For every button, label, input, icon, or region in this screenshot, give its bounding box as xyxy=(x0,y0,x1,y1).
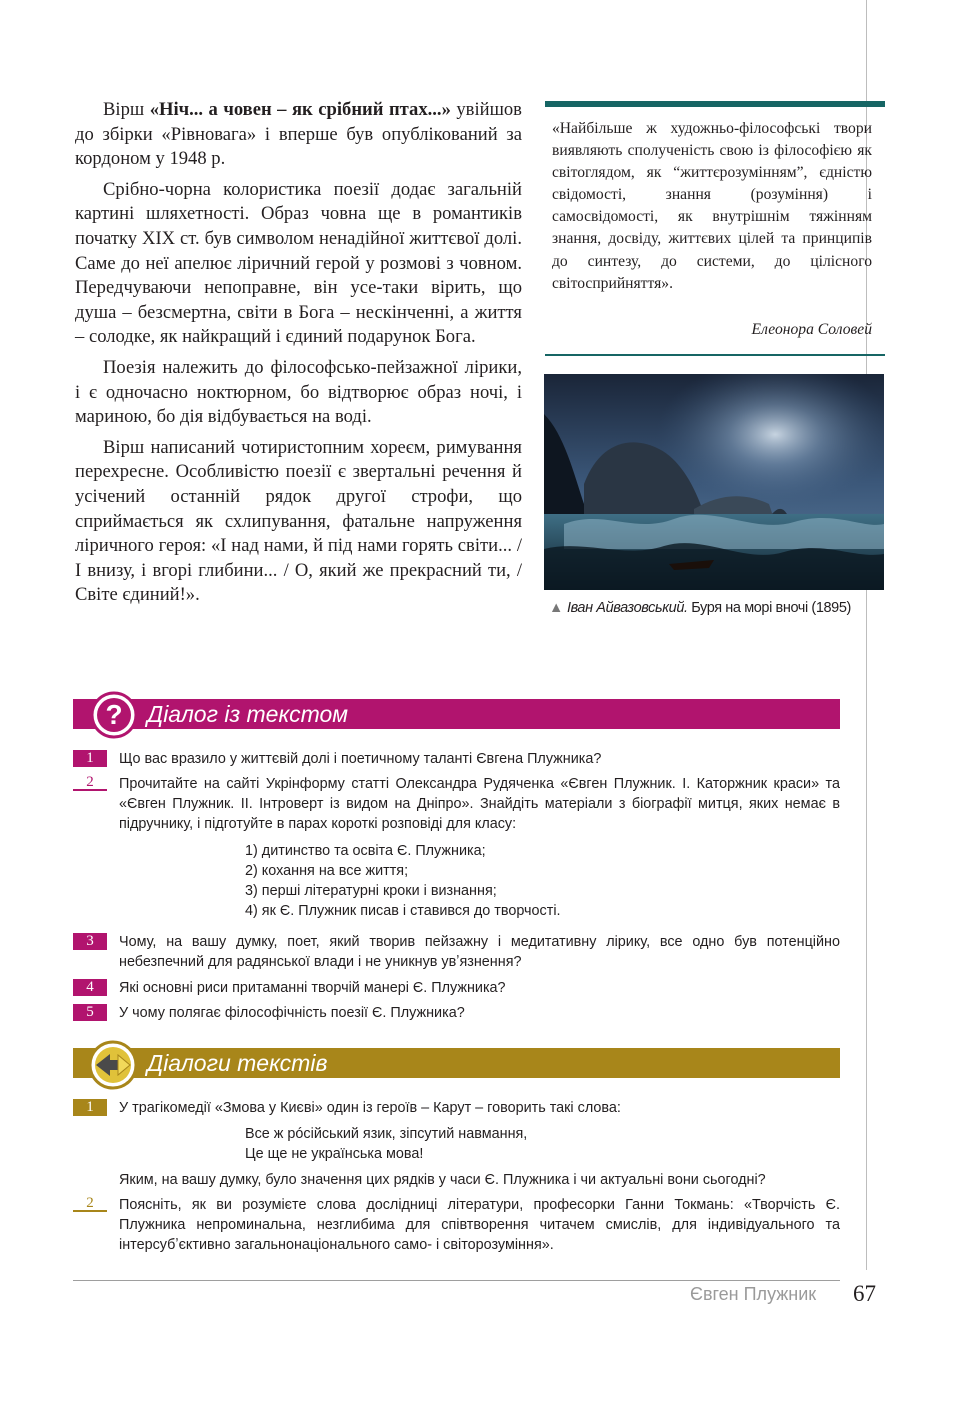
question-3-number: 3 xyxy=(73,933,107,950)
running-footer-title: Євген Плужник xyxy=(690,1284,817,1304)
question-mark-icon xyxy=(90,691,138,739)
paragraph-2: Срібно-чорна колористика поезії додає загальній картині шляхетності. Образ човна ще в романтиків початку XIX ст. був символом ненадійної життєвої долі. Саме до неї апелює ліричний герой у розмові з човном. Передчуваючи непоправне, він усе-таки вірить, що душа – безсмертна, світи в Бога – нескінченні, а життя – солодке, як найкращий і єдиний подарунок Бога. xyxy=(75,178,522,348)
svg-text:?: ? xyxy=(105,699,123,730)
footer-rule xyxy=(73,1280,840,1281)
question-2-number: 2 xyxy=(73,774,107,791)
p1-prefix: Вірш xyxy=(103,99,150,120)
verse-line-1: Все ж рóсійський язик, зіпсутий навмання, xyxy=(245,1126,528,1142)
section-dialogues-title: Діалоги текстів xyxy=(147,1050,328,1076)
paragraph-1 xyxy=(75,98,522,172)
question-5-number: 5 xyxy=(73,1004,107,1021)
paragraph-4: Вірш написаний чотиристопним хореєм, римування перехресне. Особливістю поезії є звертальні речення й усічений останній рядок другої строфи, що сприймається як схлипування, фатальне напруження ліричного героя: «І над нами, й під нами горять світи... / І внизу, і вгорі глибини... / О, який же прекрасний ти, / Світе єдиний!». xyxy=(75,436,522,606)
question-5-text: У чому полягає філософічність поезії Є. Плужника? xyxy=(119,1005,465,1021)
section-dialogue-title: Діалог із текстом xyxy=(147,701,349,727)
caption-triangle-icon: ▲ xyxy=(549,600,563,616)
question-3-text: Чому, на вашу думку, поет, який творив пейзажну і медитативну лірику, все одно був потенційно небезпечний для радянської влади і не уникнув увʼязнення? xyxy=(119,934,840,970)
question-2-text: Прочитайте на сайті Укрінформу статті Олександра Рудяченка «Євген Плужник. І. Каторжник краси» та «Євген Плужник. ІІ. Інтроверт із видом на Дніпро». Знайдіть матеріали з біографії митця, яких немає в підручнику, і підготуйте в парах короткі розповіді для класу: xyxy=(119,776,840,832)
caption-title: Буря на морі вночі (1895) xyxy=(687,600,851,616)
quote-top-rule xyxy=(545,101,885,107)
question-1-number: 1 xyxy=(73,750,107,767)
question-4-text: Які основні риси притаманні творчій манері Є. Плужника? xyxy=(119,980,506,996)
verse-line-2: Це ще не українська мова! xyxy=(245,1146,424,1162)
arrows-icon xyxy=(88,1040,138,1090)
quote-bottom-rule xyxy=(545,354,885,356)
painting-image xyxy=(544,374,884,590)
page-number: 67 xyxy=(853,1281,876,1306)
main-text-column xyxy=(75,98,522,608)
quote-author: Елеонора Соловей xyxy=(751,321,872,338)
subitem-2: 2) кохання на все життя; xyxy=(245,863,409,879)
dialogues-question-2-number: 2 xyxy=(73,1195,107,1212)
poem-title: «Ніч... а човен – як срібний птах...» xyxy=(149,99,451,120)
subitem-4: 4) як Є. Плужник писав і ставився до творчості. xyxy=(245,903,561,919)
question-1-text: Що вас вразило у життєвій долі і поетичному таланті Євгена Плужника? xyxy=(119,751,602,767)
dialogues-question-2-text: Поясніть, як ви розумієте слова дослідниці літератури, професорки Ганни Токмань: «Творчість Є. Плужника непроминальна, незглибима для співтворення читачем смислів, для індивідуального та інтерсубʼєктивно загальнонаціонального само- і світорозуміння». xyxy=(119,1197,840,1253)
painting-caption xyxy=(549,600,851,617)
question-4-number: 4 xyxy=(73,979,107,996)
paragraph-3: Поезія належить до філософсько-пейзажної лірики, і є одночасно ноктюрном, бо відтворює образ ночі, і мариною, бо дія відбувається на воді. xyxy=(75,356,522,428)
quote-text: «Найбільше ж художньо-філософські твори виявляють сполученість свою із філософією як світоглядом, як “життєрозумінням”, єдністю свідомості, знання (розуміння) і самосвідомості, як внутрішнім тяжінням знання, досвіду, життєвих цілей та принципів до синтезу, до системи, до цілісного світосприйняття». xyxy=(552,120,872,292)
subitem-3: 3) перші літературні кроки і визнання; xyxy=(245,883,497,899)
dialogues-question-1-number: 1 xyxy=(73,1099,107,1116)
subitem-1: 1) дитинство та освіта Є. Плужника; xyxy=(245,843,486,859)
dialogues-question-1-follow: Яким, на вашу думку, було значення цих рядків у часи Є. Плужника і чи актуальні вони сьогодні? xyxy=(119,1172,766,1188)
p1-suffix: увійшов до збірки «Рівновага» і вперше був опублікований за кордоном у 1948 р. xyxy=(75,99,522,170)
dialogues-question-1-text: У трагікомедії «Змова у Києві» один із героїв – Карут – говорить такі слова: xyxy=(119,1100,621,1116)
caption-artist: Іван Айвазовський. xyxy=(566,600,688,616)
